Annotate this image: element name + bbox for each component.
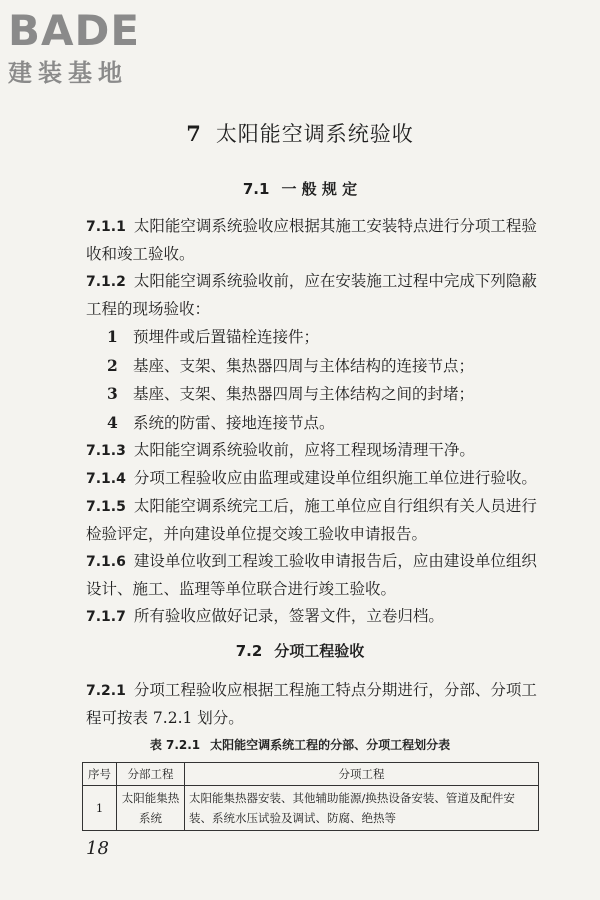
section-title-text: 分项工程验收 (274, 642, 365, 660)
clause-7-1-7: 7.1.7 所有验收应做好记录，签署文件，立卷归档。 (86, 607, 444, 625)
table-number: 表 7.2.1 (149, 738, 201, 752)
list-item: 1 预埋件或后置锚栓连接件； (107, 327, 320, 346)
bade-logo (8, 6, 140, 88)
section-7-2-body (86, 677, 538, 732)
list-item: 4 系统的防雷、接地连接节点。 (107, 412, 335, 432)
clause-7-1-2: 7.1.2 太阳能空调系统验收前，应在安装施工过程中完成下列隐蔽工程的现场验收： (86, 272, 537, 318)
column-header: 分部工程 (117, 763, 185, 786)
section-title-7-2 (0, 640, 600, 661)
clause-7-1-4: 7.1.4 分项工程验收应由监理或建设单位组织施工单位进行验收。 (86, 469, 537, 487)
chapter-title (0, 118, 600, 148)
clause-7-1-1: 7.1.1 太阳能空调系统验收应根据其施工安装特点进行分项工程验收和竣工验收。 (86, 217, 537, 263)
column-header: 序号 (83, 763, 117, 786)
list-item: 3 基座、支架、集热器四周与主体结构之间的封堵； (107, 384, 475, 403)
division-table (82, 762, 539, 831)
clause-7-2-1: 7.2.1 分项工程验收应根据工程施工特点分期进行，分部、分项工程可按表 7.2.1 划分。 (86, 681, 537, 727)
column-header: 分项工程 (185, 763, 539, 786)
table-caption (0, 736, 600, 753)
section-title-text: 一 般 规 定 (281, 180, 358, 198)
section-number: 7.1 (242, 180, 270, 198)
chapter-title-text: 太阳能空调系统验收 (215, 122, 414, 146)
page-number: 18 (86, 838, 109, 859)
chapter-number: 7 (186, 121, 202, 146)
table-cell: 1 (83, 786, 117, 831)
table-row (83, 786, 539, 831)
table-caption-text: 太阳能空调系统工程的分部、分项工程划分表 (210, 738, 451, 752)
table-cell: 太阳能集热系统 (117, 786, 185, 831)
table-cell: 太阳能集热器安装、其他辅助能源/换热设备安装、管道及配件安装、系统水压试验及调试、防腐、绝热等 (185, 786, 539, 831)
table-header-row (83, 763, 539, 786)
section-number: 7.2 (235, 642, 263, 660)
logo-subtitle: 建装基地 (8, 59, 128, 87)
list-item: 2 基座、支架、集热器四周与主体结构的连接节点； (107, 355, 475, 375)
clause-7-1-3: 7.1.3 太阳能空调系统验收前，应将工程现场清理干净。 (86, 441, 475, 459)
logo-wordmark: BADE (8, 6, 141, 55)
clause-7-1-6: 7.1.6 建设单位收到工程竣工验收申请报告后，应由建设单位组织设计、施工、监理等单位联合进行竣工验收。 (86, 552, 537, 598)
section-7-1-body (86, 213, 538, 631)
section-title-7-1 (0, 178, 600, 199)
clause-7-1-5: 7.1.5 太阳能空调系统完工后，施工单位应自行组织有关人员进行检验评定，并向建设单位提交竣工验收申请报告。 (86, 497, 537, 543)
